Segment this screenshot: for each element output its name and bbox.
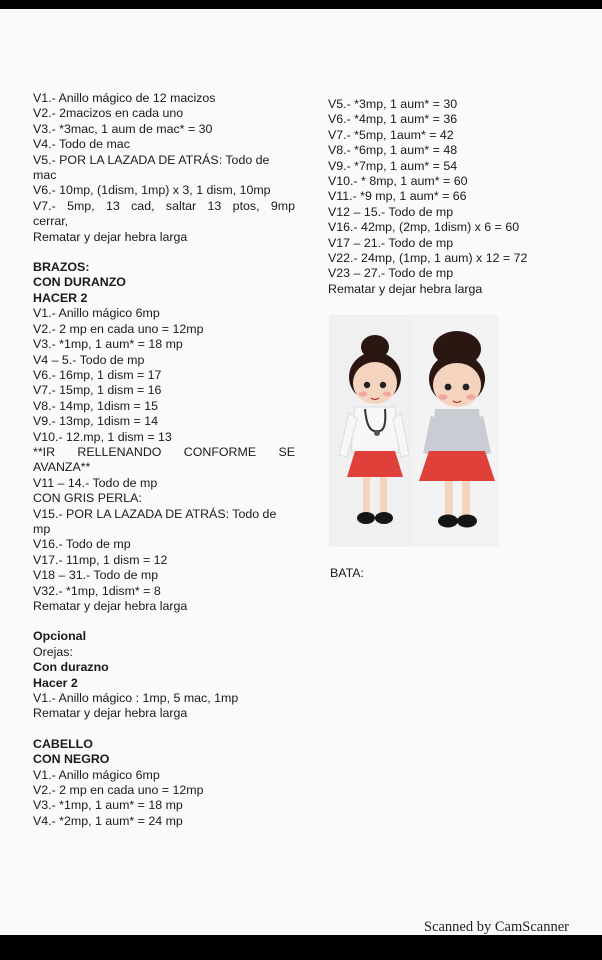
pattern-line: V4.- *2mp, 1 aum* = 24 mp [33, 813, 183, 828]
pattern-line: V17.- 11mp, 1 dism = 12 [33, 552, 168, 567]
section-heading: HACER 2 [33, 290, 88, 305]
doll-with-coat [329, 315, 411, 547]
section-heading: Opcional [33, 629, 87, 644]
pattern-line: V1.- Anillo mágico de 12 macizos [33, 91, 216, 105]
pattern-line: V1.- Anillo mágico 6mp [33, 767, 160, 782]
pattern-line: V15.- POR LA LAZADA DE ATRÁS: Todo de mp [33, 506, 277, 536]
pattern-line: V2.- 2 mp en cada uno = 12mp [33, 783, 204, 798]
scanned-page [0, 9, 602, 935]
pattern-line: V7.- 5mp, 13 cad, saltar 13 ptos, 9mp [33, 198, 295, 213]
doll-with-sweater [415, 315, 499, 547]
section-heading: BRAZOS: [33, 260, 90, 275]
bottom-bar [0, 935, 602, 960]
section-heading: Con durazno [33, 660, 109, 675]
doll-photo-illustration [329, 315, 499, 547]
pattern-line: Orejas: [33, 644, 73, 659]
pattern-line: AVANZA** [33, 460, 91, 475]
pattern-line: V5.- POR LA LAZADA DE ATRÁS: Todo de mac [33, 152, 270, 183]
pattern-line: V8.- 14mp, 1dism = 15 [33, 398, 159, 413]
right-column [328, 97, 578, 297]
section-heading: CON NEGRO [33, 752, 110, 767]
pattern-line: V7.- 15mp, 1 dism = 16 [33, 383, 162, 398]
pattern-line: V5.- *3mp, 1 aum* = 30 [328, 97, 458, 111]
pattern-line: V6.- 10mp, (1dism, 1mp) x 3, 1 dism, 10mp [33, 183, 271, 198]
pattern-line: V16.- Todo de mp [33, 537, 131, 552]
pattern-line: V2.- 2macizos en cada uno [33, 106, 184, 121]
pattern-line: V23 – 27.- Todo de mp [328, 266, 454, 281]
pattern-line: Rematar y dejar hebra larga [33, 706, 188, 721]
pattern-line: V3.- *3mac, 1 aum de mac* = 30 [33, 121, 213, 136]
pattern-line: V11.- *9 mp, 1 aum* = 66 [328, 189, 467, 204]
section-spacer [33, 722, 295, 737]
pattern-line: V9.- 13mp, 1dism = 14 [33, 414, 159, 429]
pattern-line: V6.- *4mp, 1 aum* = 36 [328, 112, 458, 127]
pattern-line: CON GRIS PERLA: [33, 491, 142, 506]
pattern-line: V6.- 16mp, 1 dism = 17 [33, 367, 162, 382]
section-heading: CON DURANZO [33, 275, 126, 290]
pattern-line: V11 – 14.- Todo de mp [33, 475, 158, 490]
pattern-line: V1.- Anillo mágico 6mp [33, 306, 160, 321]
pattern-line: V3.- *1mp, 1 aum* = 18 mp [33, 798, 183, 813]
left-column [33, 91, 295, 829]
scanner-footer: Scanned by CamScanner [424, 919, 569, 935]
pattern-line: V12 – 15.- Todo de mp [328, 204, 454, 219]
photo-caption: BATA: [330, 566, 364, 580]
section-spacer [33, 245, 295, 260]
pattern-line: **IR RELLENANDO CONFORME SE [33, 444, 295, 459]
pattern-line: V9.- *7mp, 1 aum* = 54 [328, 158, 458, 173]
pattern-line: V4.- Todo de mac [33, 137, 130, 152]
pattern-line: V32.- *1mp, 1dism* = 8 [33, 583, 161, 598]
pattern-line: V2.- 2 mp en cada uno = 12mp [33, 321, 204, 336]
pattern-line: V18 – 31.- Todo de mp [33, 568, 159, 583]
doll-photos [329, 315, 499, 547]
pattern-line: V16.- 42mp, (2mp, 1dism) x 6 = 60 [328, 220, 520, 235]
section-heading: CABELLO [33, 736, 93, 751]
pattern-line: V17 – 21.- Todo de mp [328, 235, 454, 250]
pattern-line: Rematar y dejar hebra larga [33, 229, 188, 244]
pattern-line: V10.- * 8mp, 1 aum* = 60 [328, 174, 468, 189]
pattern-line: V10.- 12.mp, 1 dism = 13 [33, 429, 172, 444]
pattern-line: V1.- Anillo mágico : 1mp, 5 mac, 1mp [33, 691, 239, 706]
pattern-line: cerrar, [33, 214, 69, 229]
pattern-line: V3.- *1mp, 1 aum* = 18 mp [33, 337, 183, 352]
section-heading: Hacer 2 [33, 675, 78, 690]
pattern-line: V22.- 24mp, (1mp, 1 aum) x 12 = 72 [328, 251, 528, 266]
pattern-line: V4 – 5.- Todo de mp [33, 352, 145, 367]
pattern-line: V7.- *5mp, 1aum* = 42 [328, 127, 454, 142]
pattern-line: Rematar y dejar hebra larga [328, 281, 483, 296]
section-spacer [33, 614, 295, 629]
pattern-line: V8.- *6mp, 1 aum* = 48 [328, 143, 458, 158]
pattern-line: Rematar y dejar hebra larga [33, 599, 188, 613]
